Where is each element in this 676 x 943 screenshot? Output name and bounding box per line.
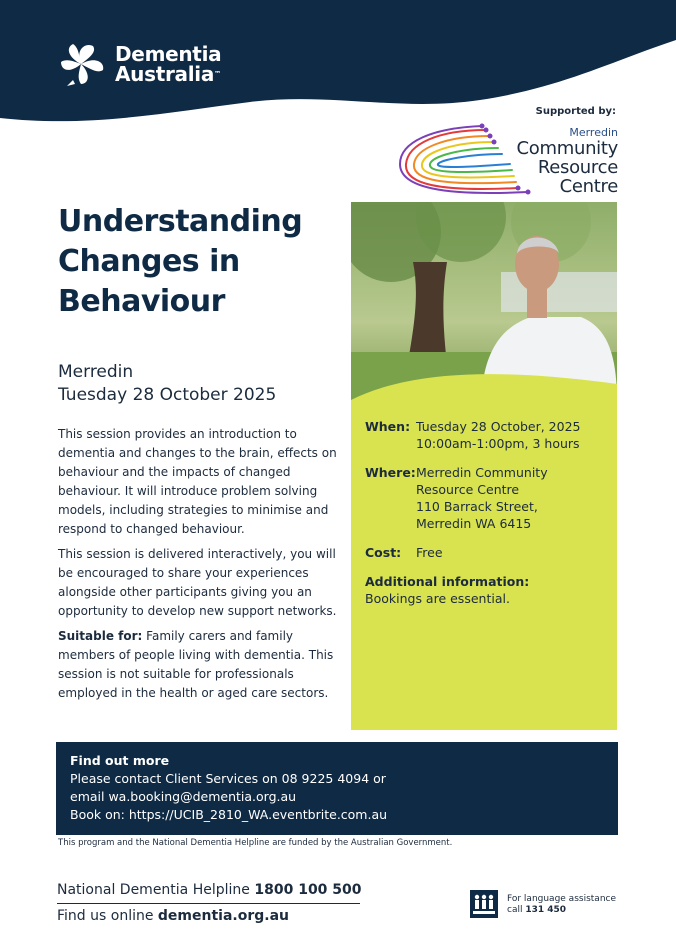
when-row	[365, 418, 615, 452]
crc-line-4: Centre	[559, 176, 618, 197]
additional-info	[365, 573, 615, 607]
helpline	[57, 882, 362, 898]
booking-link-line[interactable]: Book on: https://UCIB_2810_WA.eventbrite.com.au	[70, 807, 388, 822]
crc-wordmark	[517, 126, 618, 196]
interpreter-info	[507, 894, 616, 916]
where-label: Where:	[365, 465, 416, 480]
trademark-symbol: ™	[214, 70, 221, 78]
crc-line-1: Merredin	[569, 126, 618, 139]
when-date: Tuesday 28 October, 2025	[416, 419, 581, 434]
logo-wordmark	[115, 44, 221, 84]
dementia-australia-logo[interactable]	[55, 40, 221, 88]
title-line-3: Behaviour	[58, 284, 225, 319]
logo-line-1: Dementia	[115, 42, 222, 66]
online-link	[57, 908, 289, 924]
description-paragraph-1: This session provides an introduction to dementia and changes to the brain, effects on behaviour and the impacts of changed behaviour. It will introduce problem solving models, including strategies to minimise and respond to changed behaviour.	[58, 427, 337, 536]
helpline-label: National Dementia Helpline	[57, 882, 255, 898]
event-details-panel	[365, 418, 615, 607]
logo-line-2: Australia	[115, 62, 215, 86]
helpline-number[interactable]: 1800 100 500	[254, 882, 362, 898]
where-line-3: 110 Barrack Street,	[416, 499, 538, 514]
supported-by-label: Supported by:	[535, 106, 616, 117]
suitable-for-label: Suitable for:	[58, 629, 143, 643]
crc-line-2: Community	[516, 138, 618, 159]
find-out-more-box	[56, 742, 618, 835]
contact-email-line[interactable]: email wa.booking@dementia.org.au	[70, 789, 297, 804]
cost-row	[365, 544, 615, 561]
additional-info-value: Bookings are essential.	[365, 591, 510, 606]
suitable-for-text: Family carers and family members of people living with dementia. This session is not suitable for professionals employed in the health or aged care sectors.	[58, 629, 334, 700]
interpreter-line-1: For language assistance	[507, 894, 617, 904]
interpreter-number[interactable]: 131 450	[525, 905, 567, 915]
interpreter-icon	[470, 890, 498, 918]
description-paragraph-2: This session is delivered interactively, you will be encouraged to share your experiences alongside other participants giving you an opportunity to develop new support networks.	[58, 547, 337, 618]
session-description	[58, 425, 348, 709]
website-link[interactable]: dementia.org.au	[157, 908, 290, 924]
title-line-1: Understanding	[58, 204, 303, 239]
crc-line-3: Resource	[537, 157, 618, 178]
where-row	[365, 464, 615, 532]
brain-logo-icon	[55, 40, 107, 88]
when-label: When:	[365, 419, 411, 434]
event-location: Merredin	[58, 362, 134, 382]
footer-divider	[57, 903, 360, 904]
event-location-date	[58, 361, 276, 407]
additional-info-label: Additional information:	[365, 574, 530, 589]
interpreter-call-prefix: call	[507, 905, 526, 915]
where-line-1: Merredin Community	[416, 465, 548, 480]
page-title	[58, 202, 348, 322]
where-line-2: Resource Centre	[416, 482, 520, 497]
contact-phone-line[interactable]: Please contact Client Services on 08 9225 4094 or	[70, 771, 386, 786]
cost-value: Free	[416, 545, 443, 560]
where-line-4: Merredin WA 6415	[416, 516, 532, 531]
find-out-more-heading: Find out more	[70, 753, 170, 768]
event-date: Tuesday 28 October 2025	[58, 385, 277, 405]
when-time: 10:00am-1:00pm, 3 hours	[416, 436, 580, 451]
suitable-for-paragraph	[58, 627, 348, 703]
funding-note: This program and the National Dementia Helpline are funded by the Australian Government.	[58, 838, 453, 848]
online-label: Find us online	[57, 908, 158, 924]
cost-label: Cost:	[365, 545, 402, 560]
title-line-2: Changes in	[58, 244, 240, 279]
